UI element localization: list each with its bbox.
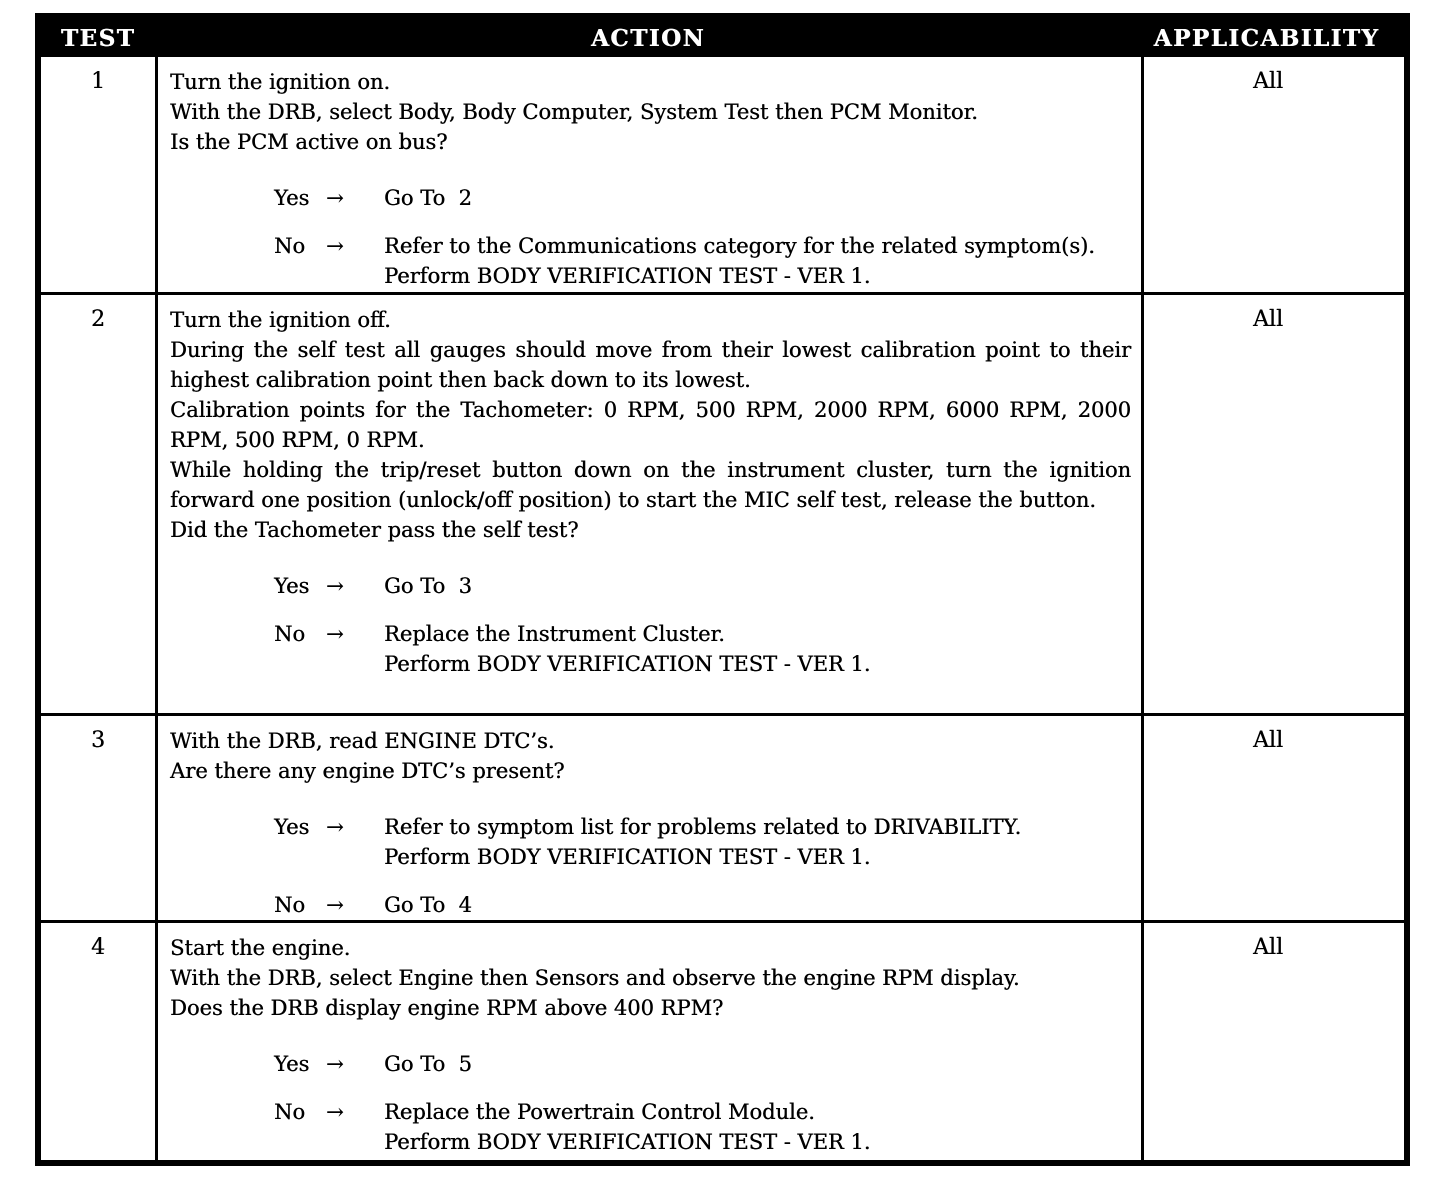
arrow-icon: →	[326, 1052, 344, 1076]
response-branch	[274, 890, 1131, 920]
response-branch	[274, 812, 1131, 872]
response-branches	[170, 183, 1131, 291]
action-paragraph: Is the PCM active on bus?	[170, 130, 448, 154]
response-action	[384, 231, 1131, 291]
response-label: Yes	[274, 815, 310, 839]
applicability-value: All	[1141, 716, 1392, 920]
response-branch	[274, 231, 1131, 291]
response-label: No	[274, 234, 306, 258]
response-line: Go To 2	[384, 186, 472, 210]
applicability-value: All	[1141, 923, 1392, 1160]
response-action	[384, 1049, 1131, 1079]
response-action	[384, 890, 1131, 920]
response-line: Perform BODY VERIFICATION TEST - VER 1.	[384, 845, 871, 869]
action-cell	[155, 716, 1141, 920]
response-line: Perform BODY VERIFICATION TEST - VER 1.	[384, 264, 871, 288]
column-header-test: TEST	[60, 24, 136, 52]
response-branch	[274, 1097, 1131, 1157]
arrow-icon: →	[326, 186, 344, 210]
test-number: 4	[91, 935, 105, 960]
table-header-row	[41, 19, 1404, 57]
action-paragraph: During the self test all gauges should move from their lowest calibration point to their highest calibration point then back down to its lowest.	[170, 338, 1131, 392]
response-action	[384, 183, 1131, 213]
response-line: Perform BODY VERIFICATION TEST - VER 1.	[384, 652, 871, 676]
response-line: Replace the Powertrain Control Module.	[384, 1100, 815, 1124]
action-cell	[155, 295, 1141, 713]
action-cell	[155, 923, 1141, 1160]
response-label: No	[274, 1100, 306, 1124]
action-instructions	[170, 726, 1131, 786]
applicability-value: All	[1141, 57, 1392, 292]
arrow-icon: →	[326, 622, 344, 646]
arrow-icon: →	[326, 234, 344, 258]
action-paragraph: Start the engine.	[170, 936, 351, 960]
response-line: Go To 3	[384, 574, 472, 598]
applicability-value: All	[1141, 295, 1392, 713]
column-header-action: ACTION	[590, 24, 706, 52]
action-paragraph: Turn the ignition off.	[170, 308, 391, 332]
response-action	[384, 1097, 1131, 1157]
action-paragraph: While holding the trip/reset button down on the instrument cluster, turn the ignition forward one position (unlock/off position) to start the MIC self test, release the button.	[170, 458, 1131, 512]
response-branches	[170, 571, 1131, 679]
response-branches	[170, 812, 1131, 920]
table-row	[41, 920, 1404, 1160]
table-row	[41, 292, 1404, 713]
response-action	[384, 571, 1131, 601]
response-line: Go To 5	[384, 1052, 472, 1076]
response-line: Refer to symptom list for problems related to DRIVABILITY.	[384, 815, 1022, 839]
response-label: Yes	[274, 1052, 310, 1076]
action-instructions	[170, 67, 1131, 157]
test-number: 2	[91, 307, 105, 332]
arrow-icon: →	[326, 1100, 344, 1124]
test-number: 3	[91, 728, 105, 753]
action-paragraph: Are there any engine DTC’s present?	[170, 759, 565, 783]
response-line: Go To 4	[384, 893, 472, 917]
diagnostic-test-table	[35, 13, 1410, 1166]
response-action	[384, 812, 1131, 872]
arrow-icon: →	[326, 574, 344, 598]
action-instructions	[170, 305, 1131, 545]
response-line: Replace the Instrument Cluster.	[384, 622, 725, 646]
arrow-icon: →	[326, 815, 344, 839]
response-label: No	[274, 893, 306, 917]
response-branch	[274, 571, 1131, 601]
response-line: Refer to the Communications category for the related symptom(s).	[384, 234, 1095, 258]
response-branches	[170, 1049, 1131, 1157]
action-paragraph: Turn the ignition on.	[170, 70, 391, 94]
table-row	[41, 57, 1404, 292]
response-line: Perform BODY VERIFICATION TEST - VER 1.	[384, 1130, 871, 1154]
action-paragraph: With the DRB, select Body, Body Computer, System Test then PCM Monitor.	[170, 100, 978, 124]
action-paragraph: Did the Tachometer pass the self test?	[170, 518, 579, 542]
column-header-applicability: APPLICABILITY	[1153, 24, 1380, 52]
response-label: Yes	[274, 574, 310, 598]
action-cell	[155, 57, 1141, 292]
response-branch	[274, 1049, 1131, 1079]
test-number: 1	[91, 69, 105, 94]
response-branch	[274, 183, 1131, 213]
action-instructions	[170, 933, 1131, 1023]
response-action	[384, 619, 1131, 679]
table-body	[41, 57, 1404, 1160]
action-paragraph: With the DRB, read ENGINE DTC’s.	[170, 729, 555, 753]
response-label: No	[274, 622, 306, 646]
response-label: Yes	[274, 186, 310, 210]
table-row	[41, 713, 1404, 920]
arrow-icon: →	[326, 893, 344, 917]
action-paragraph: Does the DRB display engine RPM above 400 RPM?	[170, 996, 724, 1020]
response-branch	[274, 619, 1131, 679]
action-paragraph: Calibration points for the Tachometer: 0 RPM, 500 RPM, 2000 RPM, 6000 RPM, 2000 RPM, 500 RPM, 0 RPM.	[170, 398, 1131, 452]
action-paragraph: With the DRB, select Engine then Sensors and observe the engine RPM display.	[170, 966, 1020, 990]
